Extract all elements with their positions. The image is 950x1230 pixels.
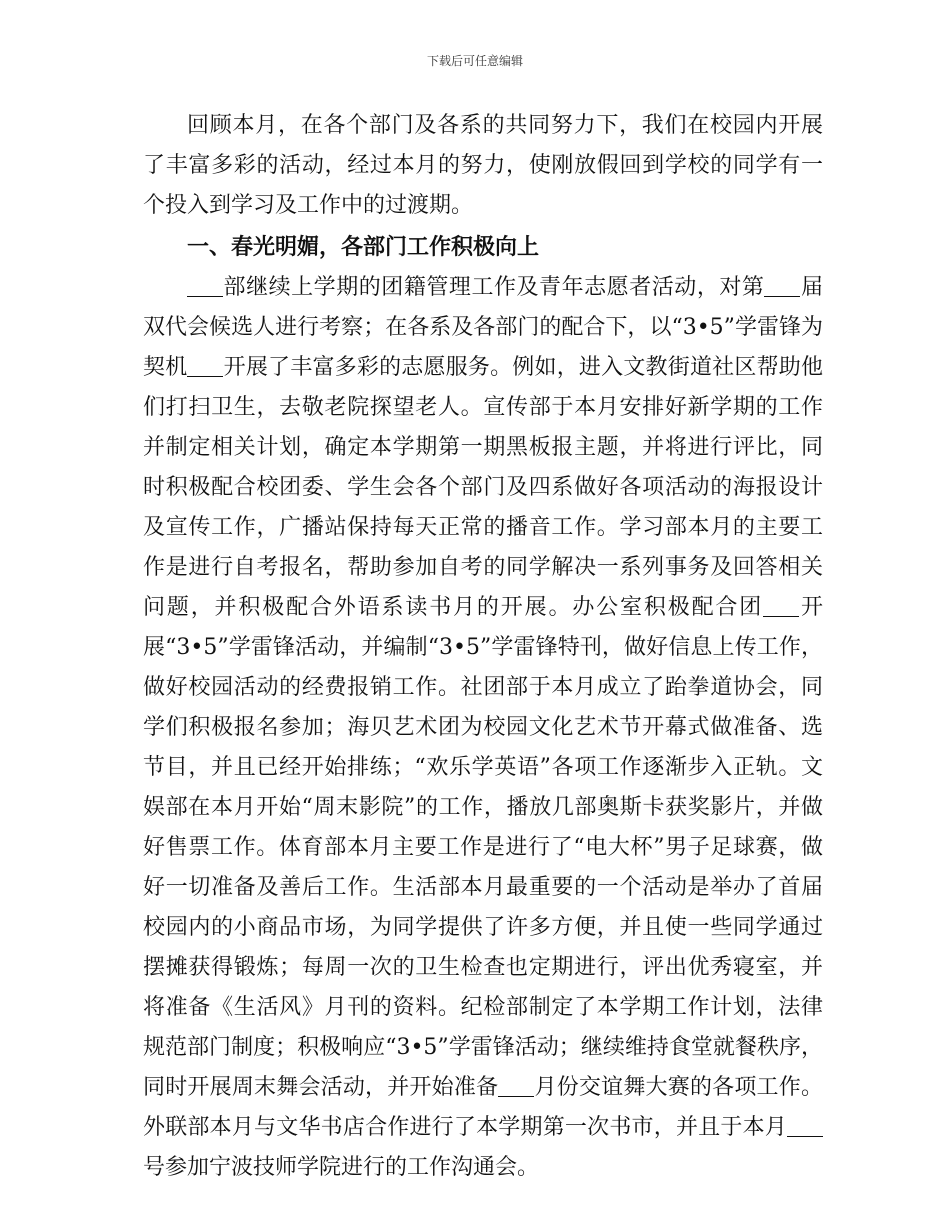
intro-paragraph: 回顾本月，在各个部门及各系的共同努力下，我们在校园内开展了丰富多彩的活动，经过本月的努力，使刚放假回到学校的同学有一个投入到学习及工作中的过渡期。 — [143, 113, 823, 218]
fill-blank — [763, 596, 799, 617]
fill-blank — [787, 1116, 823, 1137]
body-text-6: 号参加宁波技师学院进行的工作沟通会。 — [143, 1155, 540, 1180]
body-text-3: 开展了丰富多彩的志愿服务。例如，进入文教街道社区帮助他们打扫卫生，去敬老院探望老人。宣传部于本月安排好新学期的工作并制定相关计划，确定本学期第一期黑板报主题，并将进行评比，同时积极配合校团委、学生会各个部门及四系做好各项活动的海报设计及宣传工作，广播站保持每天正常的播音工作。学习部本月的主要工作是进行自考报名，帮助参加自考的同学解决一系列事务及回答相关问题，并积极配合外语系读书月的开展。办公室积极配合团 — [143, 355, 823, 620]
fill-blank — [498, 1076, 534, 1097]
body-text-1: 部继续上学期的团籍管理工作及青年志愿者活动，对第 — [223, 275, 765, 300]
body-paragraph — [143, 268, 823, 1188]
document-body — [143, 106, 823, 1188]
body-text-2: 届双代会候选人进行考察；在各系及各部门的配合下，以“3•5”学雷锋为契机 — [143, 275, 823, 380]
fill-blank — [187, 276, 223, 297]
section-heading: 一、春光明媚，各部门工作积极向上 — [187, 235, 540, 260]
page-header: 下载后可任意编辑 — [426, 54, 523, 68]
fill-blank — [764, 276, 800, 297]
body-text-4: 开展“3•5”学雷锋活动，并编制“3•5”学雷锋特刊，做好信息上传工作，做好校园活动的经费报销工作。社团部于本月成立了跆拳道协会，同学们积极报名参加；海贝艺术团为校园文化艺术节开幕式做准备、选节目，并且已经开始排练；“欢乐学英语”各项工作逐渐步入正轨。文娱部在本月开始“周末影院”的工作，播放几部奥斯卡获奖影片，并做好售票工作。体育部本月主要工作是进行了“电大杯”男子足球赛，做好一切准备及善后工作。生活部本月最重要的一个活动是举办了首届校园内的小商品市场，为同学提供了许多方便，并且使一些同学通过摆摊获得锻炼；每周一次的卫生检查也定期进行，评出优秀寝室，并将准备《生活风》月刊的资料。纪检部制定了本学期工作计划，法律规范部门制度；积极响应“3•5”学雷锋活动；继续维持食堂就餐秩序，同时开展周末舞会活动，并开始准备 — [143, 595, 823, 1100]
fill-blank — [187, 356, 223, 377]
body-text-5: 月份交谊舞大赛的各项工作。外联部本月与文华书店合作进行了本学期第一次书市，并且于本月 — [143, 1075, 823, 1140]
